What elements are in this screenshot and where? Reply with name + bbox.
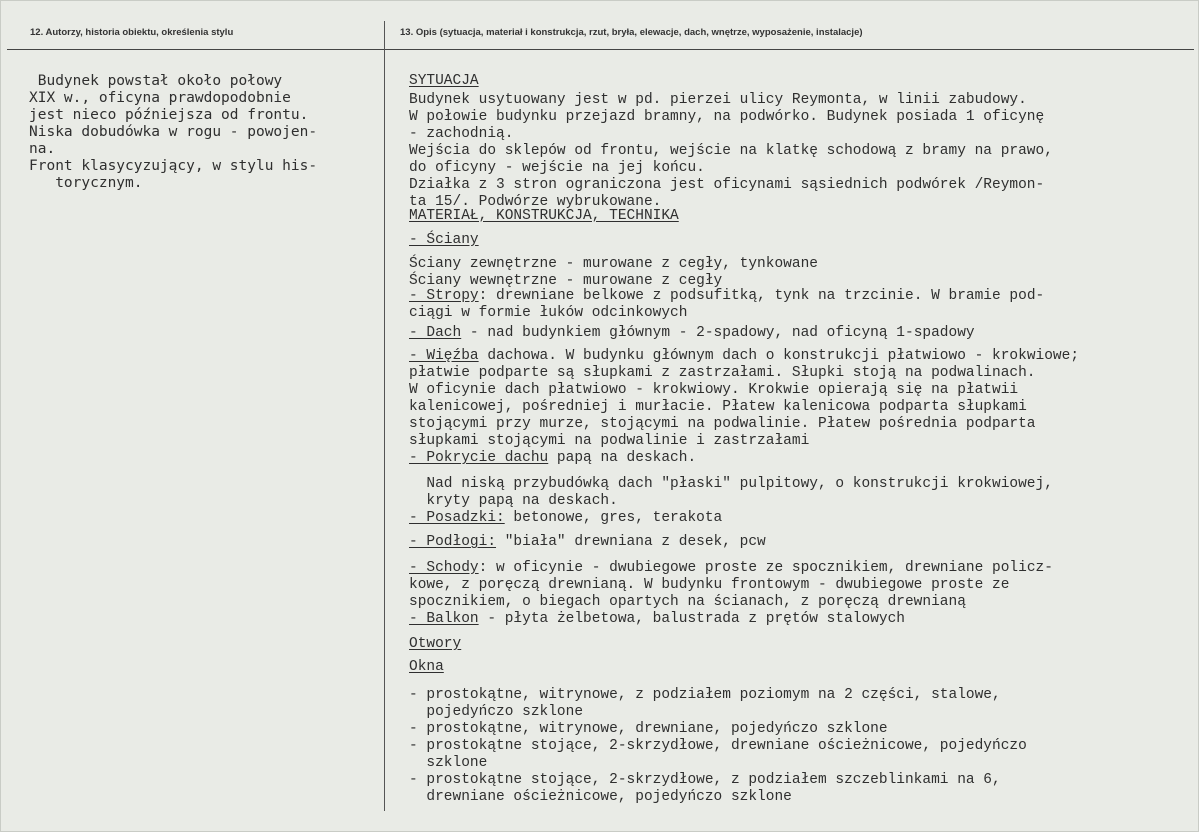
posadzki-label: - Posadzki:	[409, 510, 505, 526]
sytuacja-heading: SYTUACJA	[409, 73, 479, 89]
przybudowka-line: kryty papą na deskach.	[409, 493, 618, 509]
przybudowka-line: Nad niską przybudówką dach "płaski" pulpitowy, o konstrukcji krokwiowej,	[409, 476, 1053, 492]
stropy-label: - Stropy	[409, 288, 479, 304]
dach-text: - nad budynkiem głównym - 2-spadowy, nad oficyną 1-spadowy	[461, 325, 975, 341]
stropy-line: ciągi w formie łuków odcinkowych	[409, 305, 688, 321]
pokrycie-label: - Pokrycie dachu	[409, 450, 549, 466]
wiezba-text: dachowa. W budynku głównym dach o konstrukcji płatwiowo - krokwiowe;	[478, 348, 1080, 364]
podlogi-text: "biała" drewniana z desek, pcw	[496, 534, 766, 550]
right-column-header: 13. Opis (sytuacja, materiał i konstrukcja, rzut, bryła, elewacje, dach, wnętrze, wyposażenie, instalacje)	[400, 27, 863, 38]
header-divider	[7, 49, 1194, 50]
balkon-label: - Balkon	[409, 611, 479, 627]
material-heading: MATERIAŁ, KONSTRUKCJA, TECHNIKA	[409, 208, 679, 224]
schody-line: kowe, z poręczą drewnianą. W budynku frontowym - dwubiegowe proste ze	[409, 577, 1010, 593]
left-column-header: 12. Autorzy, historia obiektu, określenia stylu	[30, 27, 234, 38]
okna-line: szklone	[409, 755, 488, 771]
sytuacja-line: W połowie budynku przejazd bramny, na podwórko. Budynek posiada 1 oficynę	[409, 109, 1045, 125]
column-divider	[384, 21, 385, 811]
balkon-text: - płyta żelbetowa, balustrada z prętów stalowych	[478, 611, 905, 627]
description-text	[409, 73, 1199, 806]
okna-line: - prostokątne stojące, 2-skrzydłowe, drewniane ościeżnicowe, pojedyńczo	[409, 738, 1027, 754]
dach-label: - Dach	[409, 325, 462, 341]
schody-text: : w oficynie - dwubiegowe proste ze spocznikiem, drewniane policz-	[478, 560, 1053, 576]
okna-line: drewniane ościeżnicowe, pojedyńczo szklone	[409, 789, 792, 805]
sytuacja-line: Działka z 3 stron ograniczona jest oficynami sąsiednich podwórek /Reymon-	[409, 177, 1045, 193]
wiezba-line: stojącymi przy murze, stojącymi na podwalinie. Płatew pośrednia podparta	[409, 416, 1036, 432]
podlogi-label: - Podłogi:	[409, 534, 497, 550]
okna-line: - prostokątne stojące, 2-skrzydłowe, z podziałem szczeblinkami na 6,	[409, 772, 1001, 788]
wiezba-label: - Więźba	[409, 348, 479, 364]
sytuacja-line: Budynek usytuowany jest w pd. pierzei ulicy Reymonta, w linii zabudowy.	[409, 92, 1027, 108]
okna-line: pojedyńczo szklone	[409, 704, 584, 720]
okna-heading: Okna	[409, 659, 444, 675]
sytuacja-line: Wejścia do sklepów od frontu, wejście na klatkę schodową z bramy na prawo,	[409, 143, 1053, 159]
posadzki-text: betonowe, gres, terakota	[504, 510, 723, 526]
okna-line: - prostokątne, witrynowe, drewniane, pojedyńczo szklone	[409, 721, 888, 737]
okna-line: - prostokątne, witrynowe, z podziałem poziomym na 2 części, stalowe,	[409, 687, 1001, 703]
pokrycie-text: papą na deskach.	[548, 450, 697, 466]
sytuacja-line: ta 15/. Podwórze wybrukowane.	[409, 194, 662, 210]
sciany-line: Ściany wewnętrzne - murowane z cegły	[409, 273, 723, 289]
sciany-line: Ściany zewnętrzne - murowane z cegły, tynkowane	[409, 256, 818, 272]
otwory-heading: Otwory	[409, 636, 462, 652]
stropy-text: : drewniane belkowe z podsufitką, tynk na trzcinie. W bramie pod-	[478, 288, 1045, 304]
wiezba-line: W oficynie dach płatwiowo - krokwiowy. Krokwie opierają się na płatwii	[409, 382, 1019, 398]
sytuacja-line: do oficyny - wejście na jej końcu.	[409, 160, 705, 176]
history-text: Budynek powstał około połowy XIX w., oficyna prawdopodobnie jest nieco późniejsza od frontu. Niska dobudówka w rogu - powojen- na. Front klasycyzujący, w stylu his- torycznym.	[29, 73, 318, 191]
wiezba-line: słupkami stojącymi na podwalinie i zastrzałami	[409, 433, 810, 449]
wiezba-line: kalenicowej, pośredniej i murłacie. Płatew kalenicowa podparta słupkami	[409, 399, 1027, 415]
sytuacja-line: - zachodnią.	[409, 126, 514, 142]
wiezba-line: płatwie podparte są słupkami z zastrzałami. Słupki stoją na podwalinach.	[409, 365, 1036, 381]
schody-label: - Schody	[409, 560, 479, 576]
schody-line: spocznikiem, o biegach opartych na ścianach, z poręczą drewnianą	[409, 594, 966, 610]
sciany-label: - Ściany	[409, 232, 479, 248]
